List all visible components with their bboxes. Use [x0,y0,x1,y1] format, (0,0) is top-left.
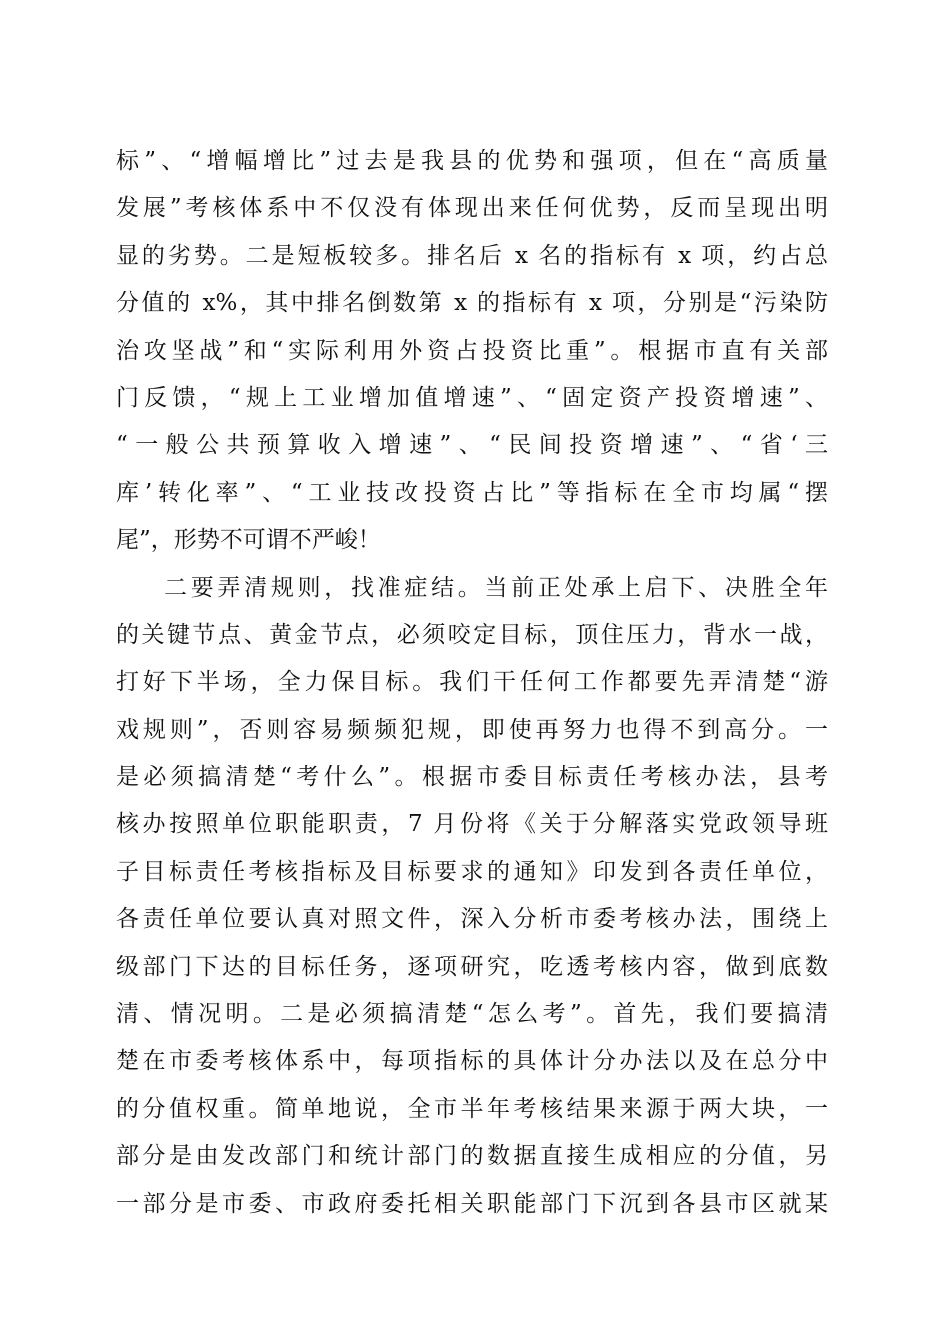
text-line: 楚在市委考核体系中，每项指标的具体计分办法以及在总分中 [116,1048,828,1075]
text-line: 门反馈，“规上工业增加值增速”、“固定资产投资增速”、 [116,384,828,411]
text-line: 治攻坚战”和“实际利用外资占投资比重”。根据市直有关部 [116,337,828,364]
text-line: 的关键节点、黄金节点，必须咬定目标，顶住压力，背水一战， [116,621,828,648]
text-line: 是必须搞清楚“考什么”。根据市委目标责任考核办法，县考 [116,764,828,791]
document-body [116,138,828,1228]
text-line: 一部分是市委、市政府委托相关职能部门下沉到各县市区就某 [116,1190,828,1217]
text-line: 分值的 x%，其中排名倒数第 x 的指标有 x 项，分别是“污染防 [116,290,828,317]
text-line: 各责任单位要认真对照文件，深入分析市委考核办法，围绕上 [116,906,828,933]
paragraph-end-line: 尾”，形势不可谓不严峻！ [116,527,381,554]
text-line: 部分是由发改部门和统计部门的数据直接生成相应的分值，另 [116,1143,828,1170]
text-line: 库’转化率”、“工业技改投资占比”等指标在全市均属“摆 [116,479,828,506]
text-line: 显的劣势。二是短板较多。排名后 x 名的指标有 x 项，约占总 [116,242,828,269]
text-line: 子目标责任考核指标及目标要求的通知》印发到各责任单位， [116,858,828,885]
text-line: 标”、“增幅增比”过去是我县的优势和强项，但在“高质量 [116,148,828,174]
text-line: 清、情况明。二是必须搞清楚“怎么考”。首先，我们要搞清 [116,1001,828,1028]
paragraph-start-line: 二要弄清规则，找准症结。当前正处承上启下、决胜全年 [164,574,828,601]
text-line: 的分值权重。简单地说，全市半年考核结果来源于两大块，一 [116,1095,828,1122]
text-line: 打好下半场，全力保目标。我们干任何工作都要先弄清楚“游 [116,669,828,696]
text-line: 级部门下达的目标任务，逐项研究，吃透考核内容，做到底数 [116,953,828,980]
text-line: 戏规则”，否则容易频频犯规，即使再努力也得不到高分。一 [116,716,828,743]
text-line: 发展”考核体系中不仅没有体现出来任何优势，反而呈现出明 [116,195,828,222]
text-line: “一般公共预算收入增速”、“民间投资增速”、“省‘三 [116,432,828,459]
text-line: 核办按照单位职能职责，7 月份将《关于分解落实党政领导班 [116,811,828,838]
